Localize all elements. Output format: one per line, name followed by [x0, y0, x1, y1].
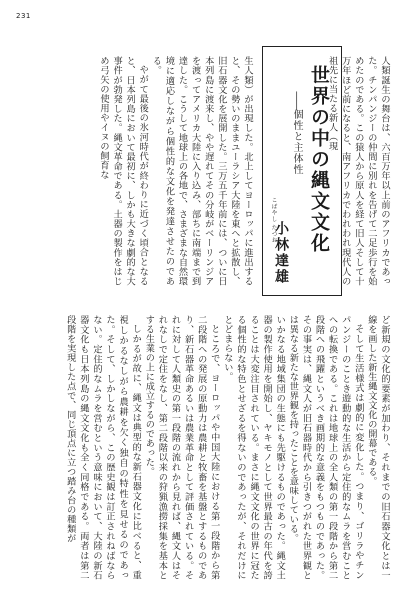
paragraph: いかなる地域集団の生態にも先駆けるものであった。縄文土器の製作使用を開始し、ヤキモノとして世界最古の年代を誇ることは大変注目されている。まさに縄文文化の世界に冠たる個性的な特色とせざるを得ないのであったが、それだけにとどまらない。 — [221, 315, 286, 580]
page-number: 231 — [16, 12, 31, 20]
author-name: 小林達雄 — [273, 221, 289, 285]
paragraph: 生人類）が出現した。北上してヨーロッパに進出すると、その勢いのままユーラシア大陸を東へと拡散し、旧石器文化を展開した。三万五千年前には、ついに日本列島に渡来し、やや遅れてその分岐がベーリンジアを渡ってアメリカ大陸に入り込み、部ちに南端まで到達した。こうして地球上の各地で、さまざまな自然環境に適応しながら個性的な文化を発達させたのである。 — [150, 56, 253, 286]
paragraph: しかるが故に、縄文は典型的な新石器文化に比べると、重視しかるなしがら農耕を欠く独自の特性を見せるのであった。そして、しかしながら、この歴史観は訂正されねばならない。定住的なムラを営むという意味において、大陸の新石器文化も日本列島の縄文文化も全く同格である。両者は第二段階を実現した点で、同じ頂点に立つ踏み台の種類が — [64, 315, 142, 580]
article-title: 世界の中の縄文文化 — [308, 65, 330, 254]
paragraph: ど新規の文化的要素が加わり、それまでの旧石器文化とは一線を画した新生縄文文化の開幕である。 — [365, 315, 390, 580]
paragraph: ところで、ヨーロッパや中国大陸における第一段階から第二段階への発展の原動力は農耕と牧畜を基盤とするものであり、新石器革命あるいは農業革命として評価されている。それに対して人類史の第一段階の流れから見れば、縄文人はそれなしで定住をなし、第二段階以来の狩猟漁撈採集を基本とする生業の上に成立するのであった。 — [143, 315, 220, 580]
paragraph: やがて最後の氷河時代が終わりに近づく頃合となると、日本列島において最初に、しかも大きな劇的な大事件が勃発した。縄文革命である。土器の製作をはじめ弓矢の使用やイヌの飼育な — [97, 56, 149, 286]
subtitle-dash: —— — [291, 91, 302, 109]
article-subtitle-text: 個性と主体性 — [291, 109, 302, 175]
title-box — [262, 46, 342, 296]
article-subtitle — [291, 65, 302, 175]
body-text-bottom — [11, 315, 391, 580]
paragraph: 人類誕生の舞台は、六百万年以上前のアフリカであった。チンパンジーの仲間に別れを告げて二足歩行を始めたのである。この猿人から原人を経て旧人そして十万年ほど前になると、南アフリカでわれわれ現代人の祖先に当たる新人（現 — [326, 56, 390, 286]
paragraph: そして生活様式は劇的に変化した。つまり、ゴリラやチンパンジーのことき遊動的な生活から定住的なムラを営むことへの転換である。これは地球上の全人類の第一段階から第二段階への飛躍というべき画期的な意義をもつものであった。その事実は、縄文人が旧石器時代から引きつがれた世界観とは異なる新たな世界観を持ったことを意味している。 — [287, 315, 364, 580]
title-block — [287, 65, 333, 295]
author-ruby: こばやし たつお — [270, 197, 276, 244]
body-text-top-left — [18, 56, 254, 286]
